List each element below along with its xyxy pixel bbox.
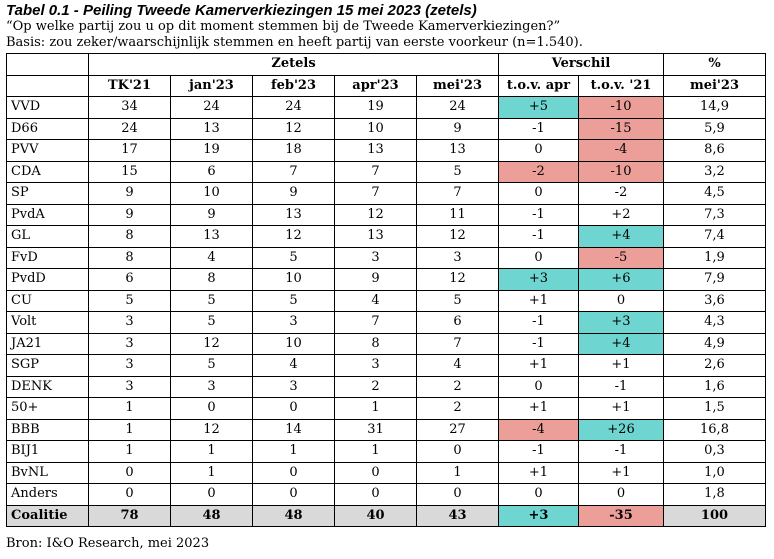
source-note: Bron: I&O Research, mei 2023 [6,536,210,551]
table-cell: 34 [89,97,171,119]
column-header: t.o.v. '21 [579,75,664,97]
party-name: CDA [7,161,89,183]
table-cell: 0 [171,398,253,420]
table-cell: 78 [89,505,171,527]
table-cell: 0 [499,484,579,506]
table-cell: +1 [579,462,664,484]
table-cell: 13 [417,140,499,162]
table-cell: 24 [253,97,335,119]
table-cell: 13 [335,140,417,162]
table-row [7,290,766,312]
table-cell: +26 [579,419,664,441]
table-cell: 0 [417,484,499,506]
table-cell: 17 [89,140,171,162]
party-name: PvdD [7,269,89,291]
party-name: Anders [7,484,89,506]
coalition-row [7,505,766,527]
table-cell: 1,5 [664,398,766,420]
table-cell: +1 [579,355,664,377]
table-cell: 7,9 [664,269,766,291]
table-cell: 14 [253,419,335,441]
table-cell: 48 [171,505,253,527]
table-row [7,183,766,205]
column-header: mei'23 [664,75,766,97]
table-cell: 1 [335,398,417,420]
table-cell: 9 [89,183,171,205]
table-cell: 0 [579,484,664,506]
party-name: FvD [7,247,89,269]
table-cell: 15 [89,161,171,183]
table-cell: 5 [253,290,335,312]
table-cell: 3 [89,312,171,334]
table-cell: 10 [335,118,417,140]
table-cell: 27 [417,419,499,441]
table-cell: 3,6 [664,290,766,312]
table-cell: 10 [171,183,253,205]
table-cell: +5 [499,97,579,119]
table-cell: -4 [579,140,664,162]
table-cell: 0,3 [664,441,766,463]
table-cell: 0 [499,183,579,205]
table-cell: 5 [171,290,253,312]
table-cell: 1 [335,441,417,463]
survey-question: “Op welke partij zou u op dit moment stemmen bij de Tweede Kamerverkiezingen?” [6,19,561,34]
table-cell: 0 [499,247,579,269]
table-cell: 7,3 [664,204,766,226]
table-cell: 7 [335,312,417,334]
table-cell: -1 [499,204,579,226]
table-cell: +1 [499,290,579,312]
table-cell: 16,8 [664,419,766,441]
party-name: VVD [7,97,89,119]
table-cell: 2 [417,376,499,398]
table-cell: 0 [335,462,417,484]
party-name: BvNL [7,462,89,484]
table-row [7,97,766,119]
table-cell: 6 [89,269,171,291]
table-cell: 7 [335,161,417,183]
table-cell: 5 [171,355,253,377]
table-cell: -1 [579,441,664,463]
table-cell: 13 [335,226,417,248]
party-name: PvdA [7,204,89,226]
table-row [7,462,766,484]
table-cell: 2,6 [664,355,766,377]
column-header: feb'23 [253,75,335,97]
table-cell: 24 [89,118,171,140]
table-cell: 3 [417,247,499,269]
party-name: SGP [7,355,89,377]
table-cell: 1 [89,398,171,420]
table-cell: 7 [417,333,499,355]
table-cell: 5 [89,290,171,312]
table-cell: +4 [579,226,664,248]
table-cell: 3 [253,312,335,334]
header-percent: % [664,54,766,76]
table-cell: 5 [253,247,335,269]
party-name: D66 [7,118,89,140]
table-cell: 0 [417,441,499,463]
table-cell: 13 [171,226,253,248]
table-cell: +3 [579,312,664,334]
table-cell: 1,8 [664,484,766,506]
table-cell: 18 [253,140,335,162]
table-cell: 24 [417,97,499,119]
table-cell: 4,9 [664,333,766,355]
header-column-row [7,75,766,97]
column-header: jan'23 [171,75,253,97]
table-cell: 6 [171,161,253,183]
table-cell: 8 [335,333,417,355]
table-cell: 8 [89,247,171,269]
table-cell: 7 [253,161,335,183]
table-cell: +1 [579,398,664,420]
table-cell: 9 [89,204,171,226]
table-cell: 0 [89,462,171,484]
table-cell: 0 [171,484,253,506]
table-cell: +1 [499,355,579,377]
table-cell: 1 [417,462,499,484]
table-cell: 12 [171,333,253,355]
table-cell: 10 [253,333,335,355]
table-cell: +2 [579,204,664,226]
table-cell: -15 [579,118,664,140]
table-cell: 0 [335,484,417,506]
table-cell: 5 [417,161,499,183]
table-cell: -1 [579,376,664,398]
table-cell: 4 [253,355,335,377]
party-name: BBB [7,419,89,441]
table-row [7,226,766,248]
column-header: mei'23 [417,75,499,97]
table-cell: 14,9 [664,97,766,119]
table-cell: -10 [579,97,664,119]
column-header: TK'21 [89,75,171,97]
table-row [7,355,766,377]
party-name: CU [7,290,89,312]
table-cell: 1 [89,419,171,441]
table-cell: 4,3 [664,312,766,334]
table-row [7,269,766,291]
party-name: SP [7,183,89,205]
table-cell: 1,6 [664,376,766,398]
table-cell: 0 [253,398,335,420]
table-cell: 0 [499,140,579,162]
table-cell: 3 [89,376,171,398]
table-cell: 9 [417,118,499,140]
table-cell: +6 [579,269,664,291]
table-cell: 100 [664,505,766,527]
table-cell: 5 [417,290,499,312]
party-name: DENK [7,376,89,398]
table-row [7,376,766,398]
table-cell: -1 [499,312,579,334]
table-cell: -5 [579,247,664,269]
table-row [7,161,766,183]
table-cell: 19 [335,97,417,119]
header-group-row [7,54,766,76]
table-row [7,118,766,140]
table-cell: +1 [499,398,579,420]
table-cell: 12 [171,419,253,441]
party-name: BIJ1 [7,441,89,463]
table-cell: 12 [417,226,499,248]
header-verschil: Verschil [499,54,664,76]
table-cell: -1 [499,226,579,248]
table-cell: -10 [579,161,664,183]
table-cell: -1 [499,441,579,463]
table-cell: 31 [335,419,417,441]
table-cell: +1 [499,462,579,484]
table-cell: 5,9 [664,118,766,140]
party-name: Volt [7,312,89,334]
table-cell: -1 [499,118,579,140]
table-cell: +3 [499,505,579,527]
table-cell: 1 [253,441,335,463]
party-name: JA21 [7,333,89,355]
table-cell: -2 [579,183,664,205]
table-cell: 1,9 [664,247,766,269]
table-cell: 3,2 [664,161,766,183]
table-cell: 48 [253,505,335,527]
table-cell: -2 [499,161,579,183]
table-cell: 12 [417,269,499,291]
table-cell: 13 [253,204,335,226]
party-name: GL [7,226,89,248]
poll-table [6,53,766,527]
table-cell: 7 [417,183,499,205]
table-row [7,333,766,355]
table-cell: 5 [171,312,253,334]
table-cell: 19 [171,140,253,162]
table-cell: 12 [335,204,417,226]
table-cell: 11 [417,204,499,226]
table-cell: 0 [499,376,579,398]
table-cell: 13 [171,118,253,140]
table-cell: 2 [417,398,499,420]
table-cell: 4 [335,290,417,312]
table-cell: 1 [171,441,253,463]
party-name: 50+ [7,398,89,420]
table-row [7,484,766,506]
table-cell: 0 [253,484,335,506]
table-cell: 4,5 [664,183,766,205]
table-cell: -4 [499,419,579,441]
table-cell: 4 [171,247,253,269]
table-cell: 3 [89,333,171,355]
table-row [7,247,766,269]
survey-basis: Basis: zou zeker/waarschijnlijk stemmen en heeft partij van eerste voorkeur (n=1.540). [6,35,583,50]
table-cell: 3 [335,247,417,269]
table-cell: 40 [335,505,417,527]
table-cell: 12 [253,118,335,140]
table-cell: 7,4 [664,226,766,248]
table-row [7,140,766,162]
table-cell: 1 [171,462,253,484]
table-cell: -1 [499,333,579,355]
column-header: apr'23 [335,75,417,97]
table-body [7,97,766,527]
table-cell: 1,0 [664,462,766,484]
column-header: t.o.v. apr [499,75,579,97]
table-cell: +4 [579,333,664,355]
table-cell: 9 [335,269,417,291]
table-cell: 8,6 [664,140,766,162]
table-row [7,398,766,420]
header-blank [7,54,89,76]
table-cell: 3 [171,376,253,398]
table-cell: 8 [171,269,253,291]
table-cell: 7 [335,183,417,205]
table-title: Tabel 0.1 - Peiling Tweede Kamerverkiezingen 15 mei 2023 (zetels) [6,2,477,19]
table-cell: 3 [253,376,335,398]
table-cell: 0 [89,484,171,506]
table-row [7,204,766,226]
table-cell: 0 [579,290,664,312]
party-name: PVV [7,140,89,162]
header-zetels: Zetels [89,54,499,76]
table-cell: 10 [253,269,335,291]
table-cell: 4 [417,355,499,377]
table-cell: 24 [171,97,253,119]
table-cell: +3 [499,269,579,291]
table-cell: 9 [253,183,335,205]
header-party-blank [7,75,89,97]
table-cell: 43 [417,505,499,527]
table-cell: 2 [335,376,417,398]
table-row [7,419,766,441]
table-cell: 3 [335,355,417,377]
table-cell: -35 [579,505,664,527]
table-row [7,441,766,463]
table-cell: 9 [171,204,253,226]
table-cell: 0 [253,462,335,484]
table-cell: 3 [89,355,171,377]
table-cell: 6 [417,312,499,334]
table-cell: 1 [89,441,171,463]
table-cell: 8 [89,226,171,248]
party-name: Coalitie [7,505,89,527]
table-cell: 12 [253,226,335,248]
table-row [7,312,766,334]
